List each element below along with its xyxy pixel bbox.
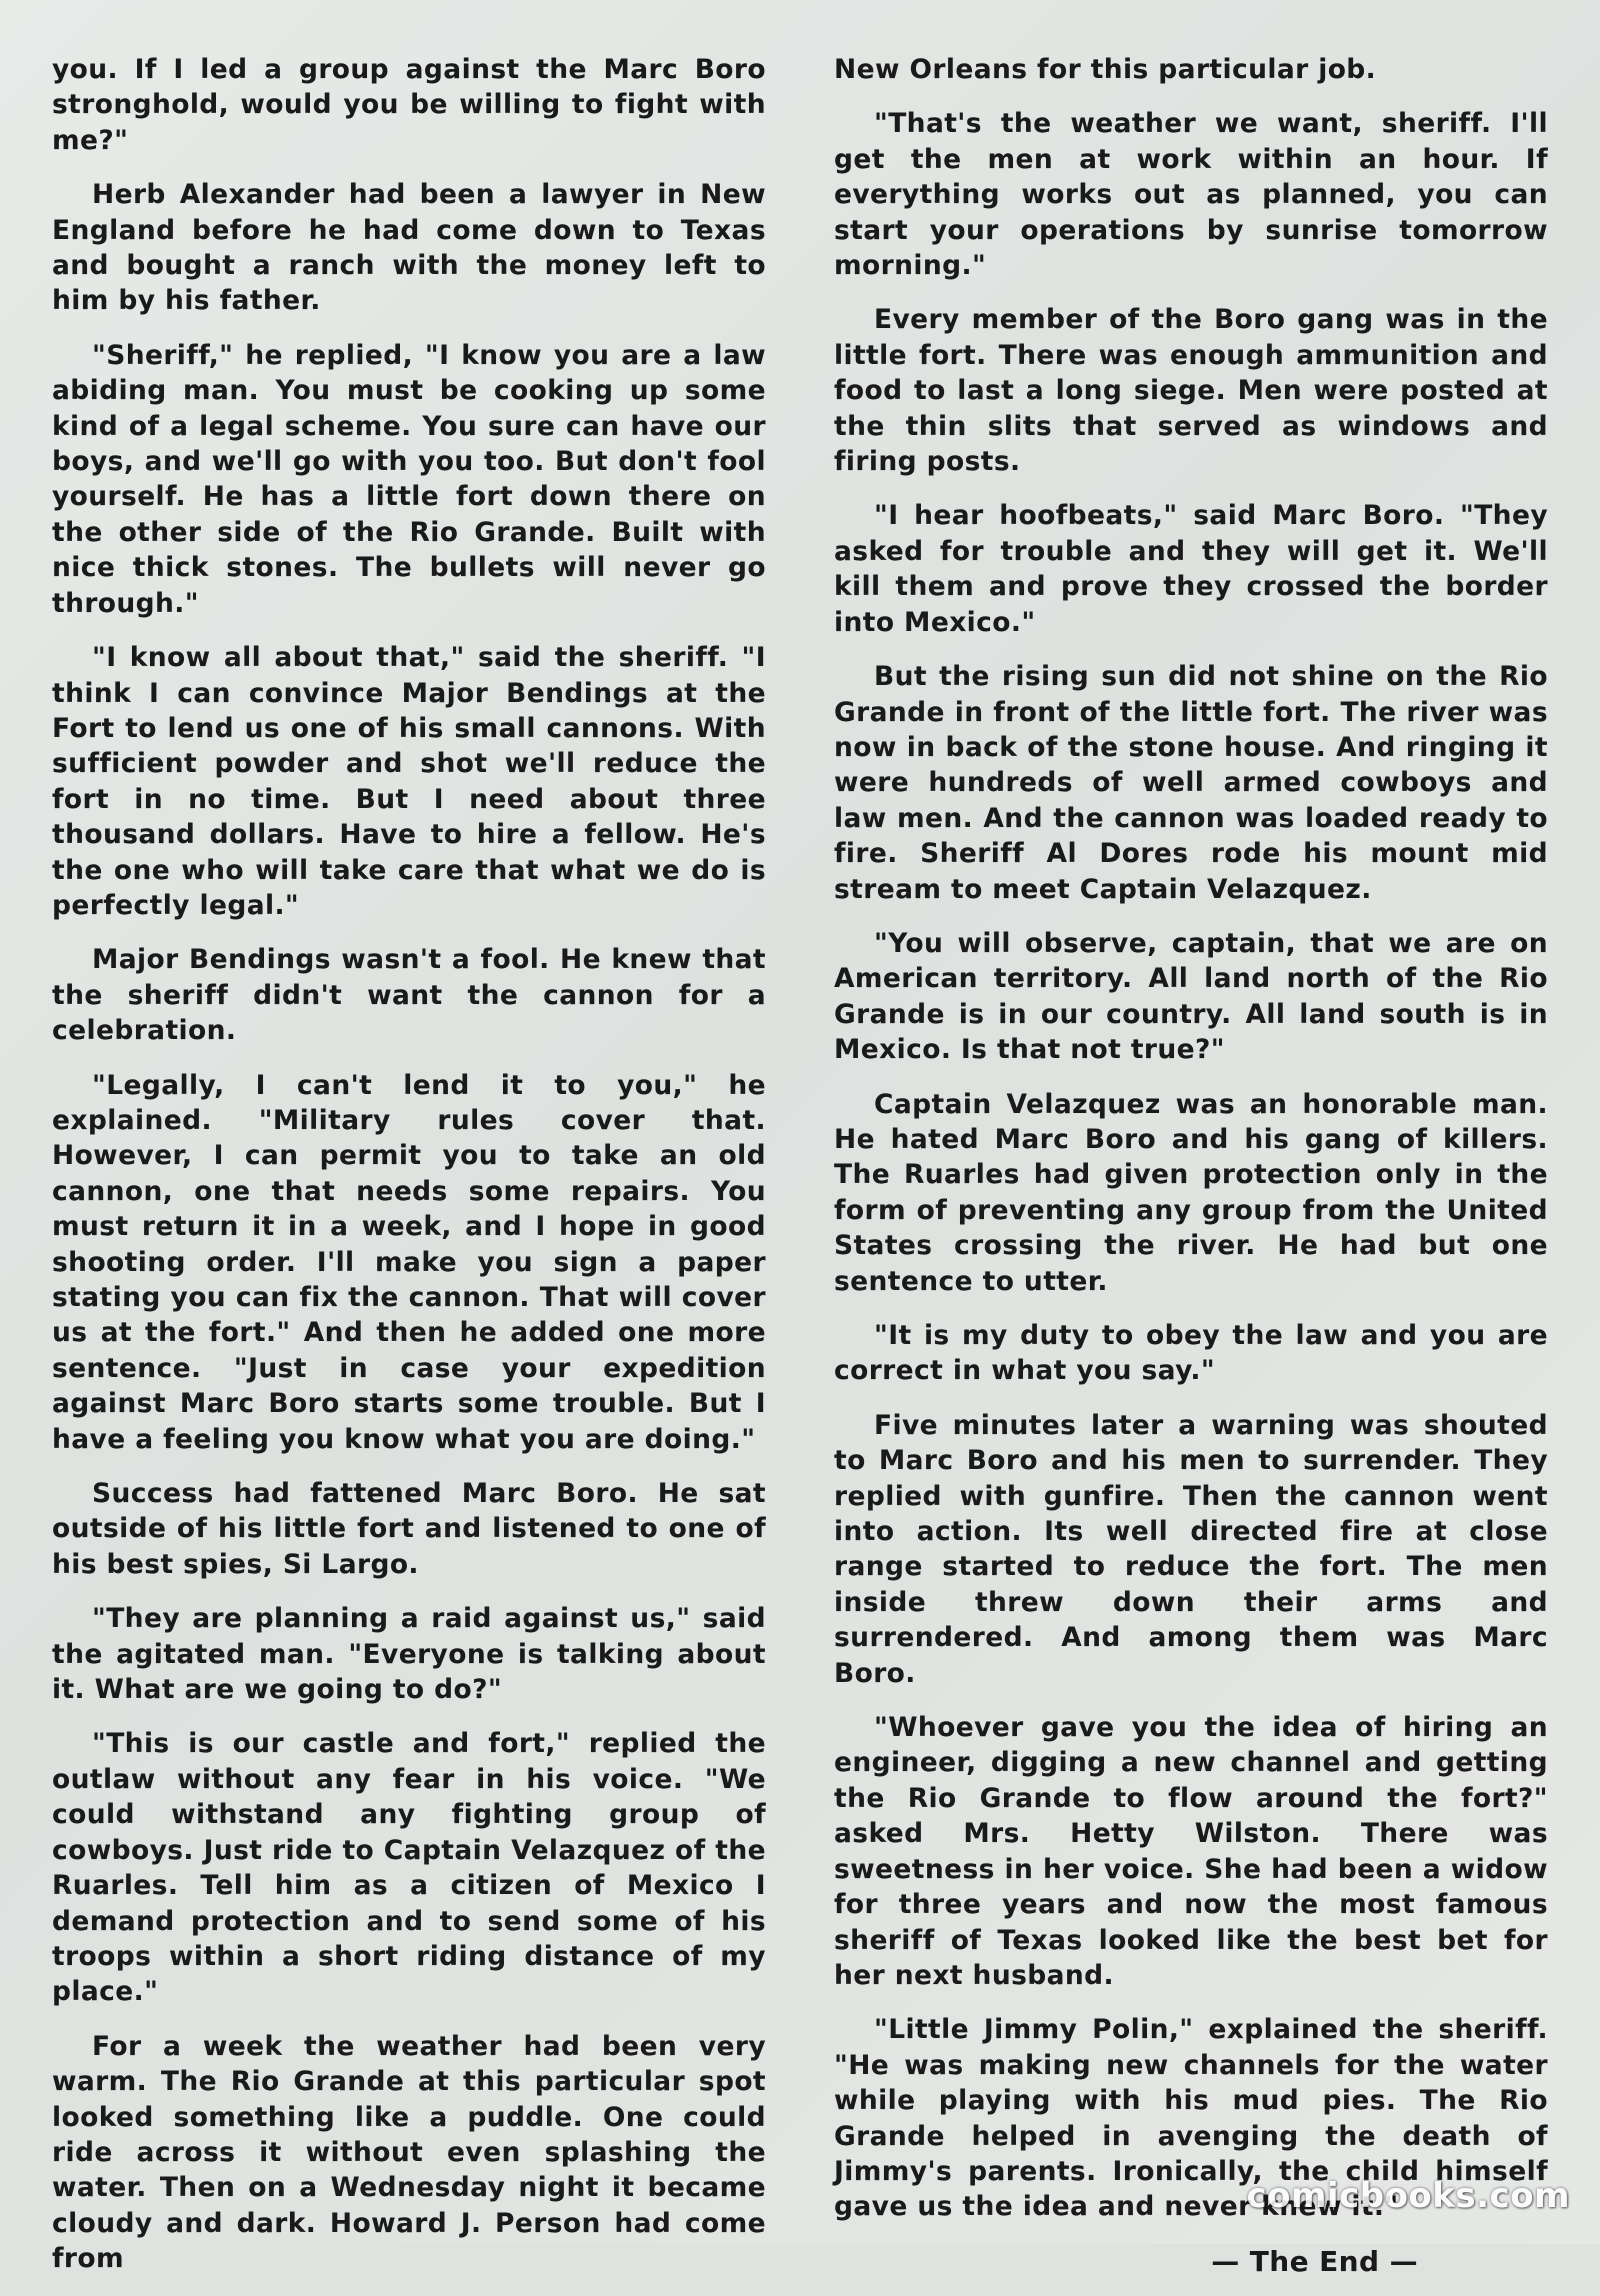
paragraph: Five minutes later a warning was shouted to Marc Boro and his men to surrender. They replied with gunfire. Then the cannon went into action. Its well directed fire at close range started to reduce the fort. The men inside threw down their arms and surrendered. And among them was Marc Boro.	[834, 1409, 1548, 1689]
paragraph: "Whoever gave you the idea of hiring an engineer, digging a new channel and getting the Rio Grande to flow around the fort?" asked Mrs. Hetty Wilston. There was sweetness in her voice. She had been a widow for three years and now the most famous sheriff of Texas looked like the best bet for her next husband.	[834, 1712, 1548, 1991]
left-text-column	[52, 52, 766, 2296]
right-text-column	[834, 52, 1548, 2279]
paragraph: "I hear hoofbeats," said Marc Boro. "They asked for trouble and they will get it. We'll kill them and prove they crossed the border into Mexico."	[834, 500, 1548, 638]
paragraph: "Sheriff," he replied, "I know you are a law abiding man. You must be cooking up some kind of a legal scheme. You sure can have our boys, and we'll go with you too. But don't fool yourself. He has a little fort down there on the other side of the Rio Grande. Built with nice thick stones. The bullets will never go through."	[52, 339, 766, 619]
paragraph: "You will observe, captain, that we are on American territory. All land north of the Rio Grande is in our country. All land south is in Mexico. Is that not true?"	[834, 927, 1548, 1066]
paragraph: Captain Velazquez was an honorable man. He hated Marc Boro and his gang of killers. The Ruarles had given protection only in the form of preventing any group from the United States crossing the river. He had but one sentence to utter.	[834, 1088, 1548, 1297]
paragraph: But the rising sun did not shine on the Rio Grande in front of the little fort. The river was now in back of the stone house. And ringing it were hundreds of well armed cowboys and law men. And the cannon was loaded ready to fire. Sheriff Al Dores rode his mount mid stream to meet Captain Velazquez.	[834, 661, 1548, 905]
paragraph: Herb Alexander had been a lawyer in New England before he had come down to Texas and bought a ranch with the money left to him by his father.	[52, 179, 766, 317]
paragraph: Major Bendings wasn't a fool. He knew that the sheriff didn't want the cannon for a celebration.	[52, 944, 766, 1047]
paragraph: For a week the weather had been very warm. The Rio Grande at this particular spot looked something like a puddle. One could ride across it without even splashing the water. Then on a Wednesday night it became cloudy and dark. Howard J. Person had come from	[52, 2030, 766, 2275]
paragraph: Success had fattened Marc Boro. He sat outside of his little fort and listened to one of his best spies, Si Largo.	[52, 1478, 766, 1580]
paragraph: "They are planning a raid against us," said the agitated man. "Everyone is talking about it. What are we going to do?"	[52, 1603, 766, 1706]
paragraph: "Legally, I can't lend it to you," he explained. "Military rules cover that. However, I can permit you to take an old cannon, one that needs some repairs. You must return it in a week, and I hope in good shooting order. I'll make you sign a paper stating you can fix the cannon. That will cover us at the fort." And then he added one more sentence. "Just in case your expedition against Marc Boro starts some trouble. But I have a feeling you know what you are doing."	[52, 1069, 766, 1455]
paragraph: you. If I led a group against the Marc Boro stronghold, would you be willing to fight with me?"	[52, 54, 766, 156]
paragraph: "That's the weather we want, sheriff. I'll get the men at work within an hour. If everything works out as planned, you can start your operations by sunrise tomorrow morning."	[834, 108, 1548, 282]
the-end-label: — The End —	[1211, 2244, 1418, 2278]
paragraph: "It is my duty to obey the law and you are correct in what you say."	[834, 1320, 1548, 1387]
paragraph: Every member of the Boro gang was in the little fort. There was enough ammunition and food to last a long siege. Men were posted at the thin slits that served as windows and firing posts.	[834, 304, 1548, 478]
paragraph: "This is our castle and fort," replied the outlaw without any fear in his voice. "We could withstand any fighting group of cowboys. Just ride to Captain Velazquez of the Ruarles. Tell him as a citizen of Mexico I demand protection and to send some of his troops within a short riding distance of my place."	[52, 1728, 766, 2008]
paragraph: New Orleans for this particular job.	[834, 54, 1377, 85]
watermark: comicbooks.com	[1246, 2176, 1570, 2216]
paragraph: "I know all about that," said the sheriff. "I think I can convince Major Bendings at the Fort to lend us one of his small cannons. With sufficient powder and shot we'll reduce the fort in no time. But I need about three thousand dollars. Have to hire a fellow. He's the one who will take care that what we do is perfectly legal."	[52, 642, 766, 921]
paragraph: "Little Jimmy Polin," explained the sheriff. "He was making new channels for the water while playing with his mud pies. The Rio Grande helped in avenging the death of Jimmy's parents. Ironically, the child himself gave us the idea and never knew it."	[834, 2014, 1548, 2223]
